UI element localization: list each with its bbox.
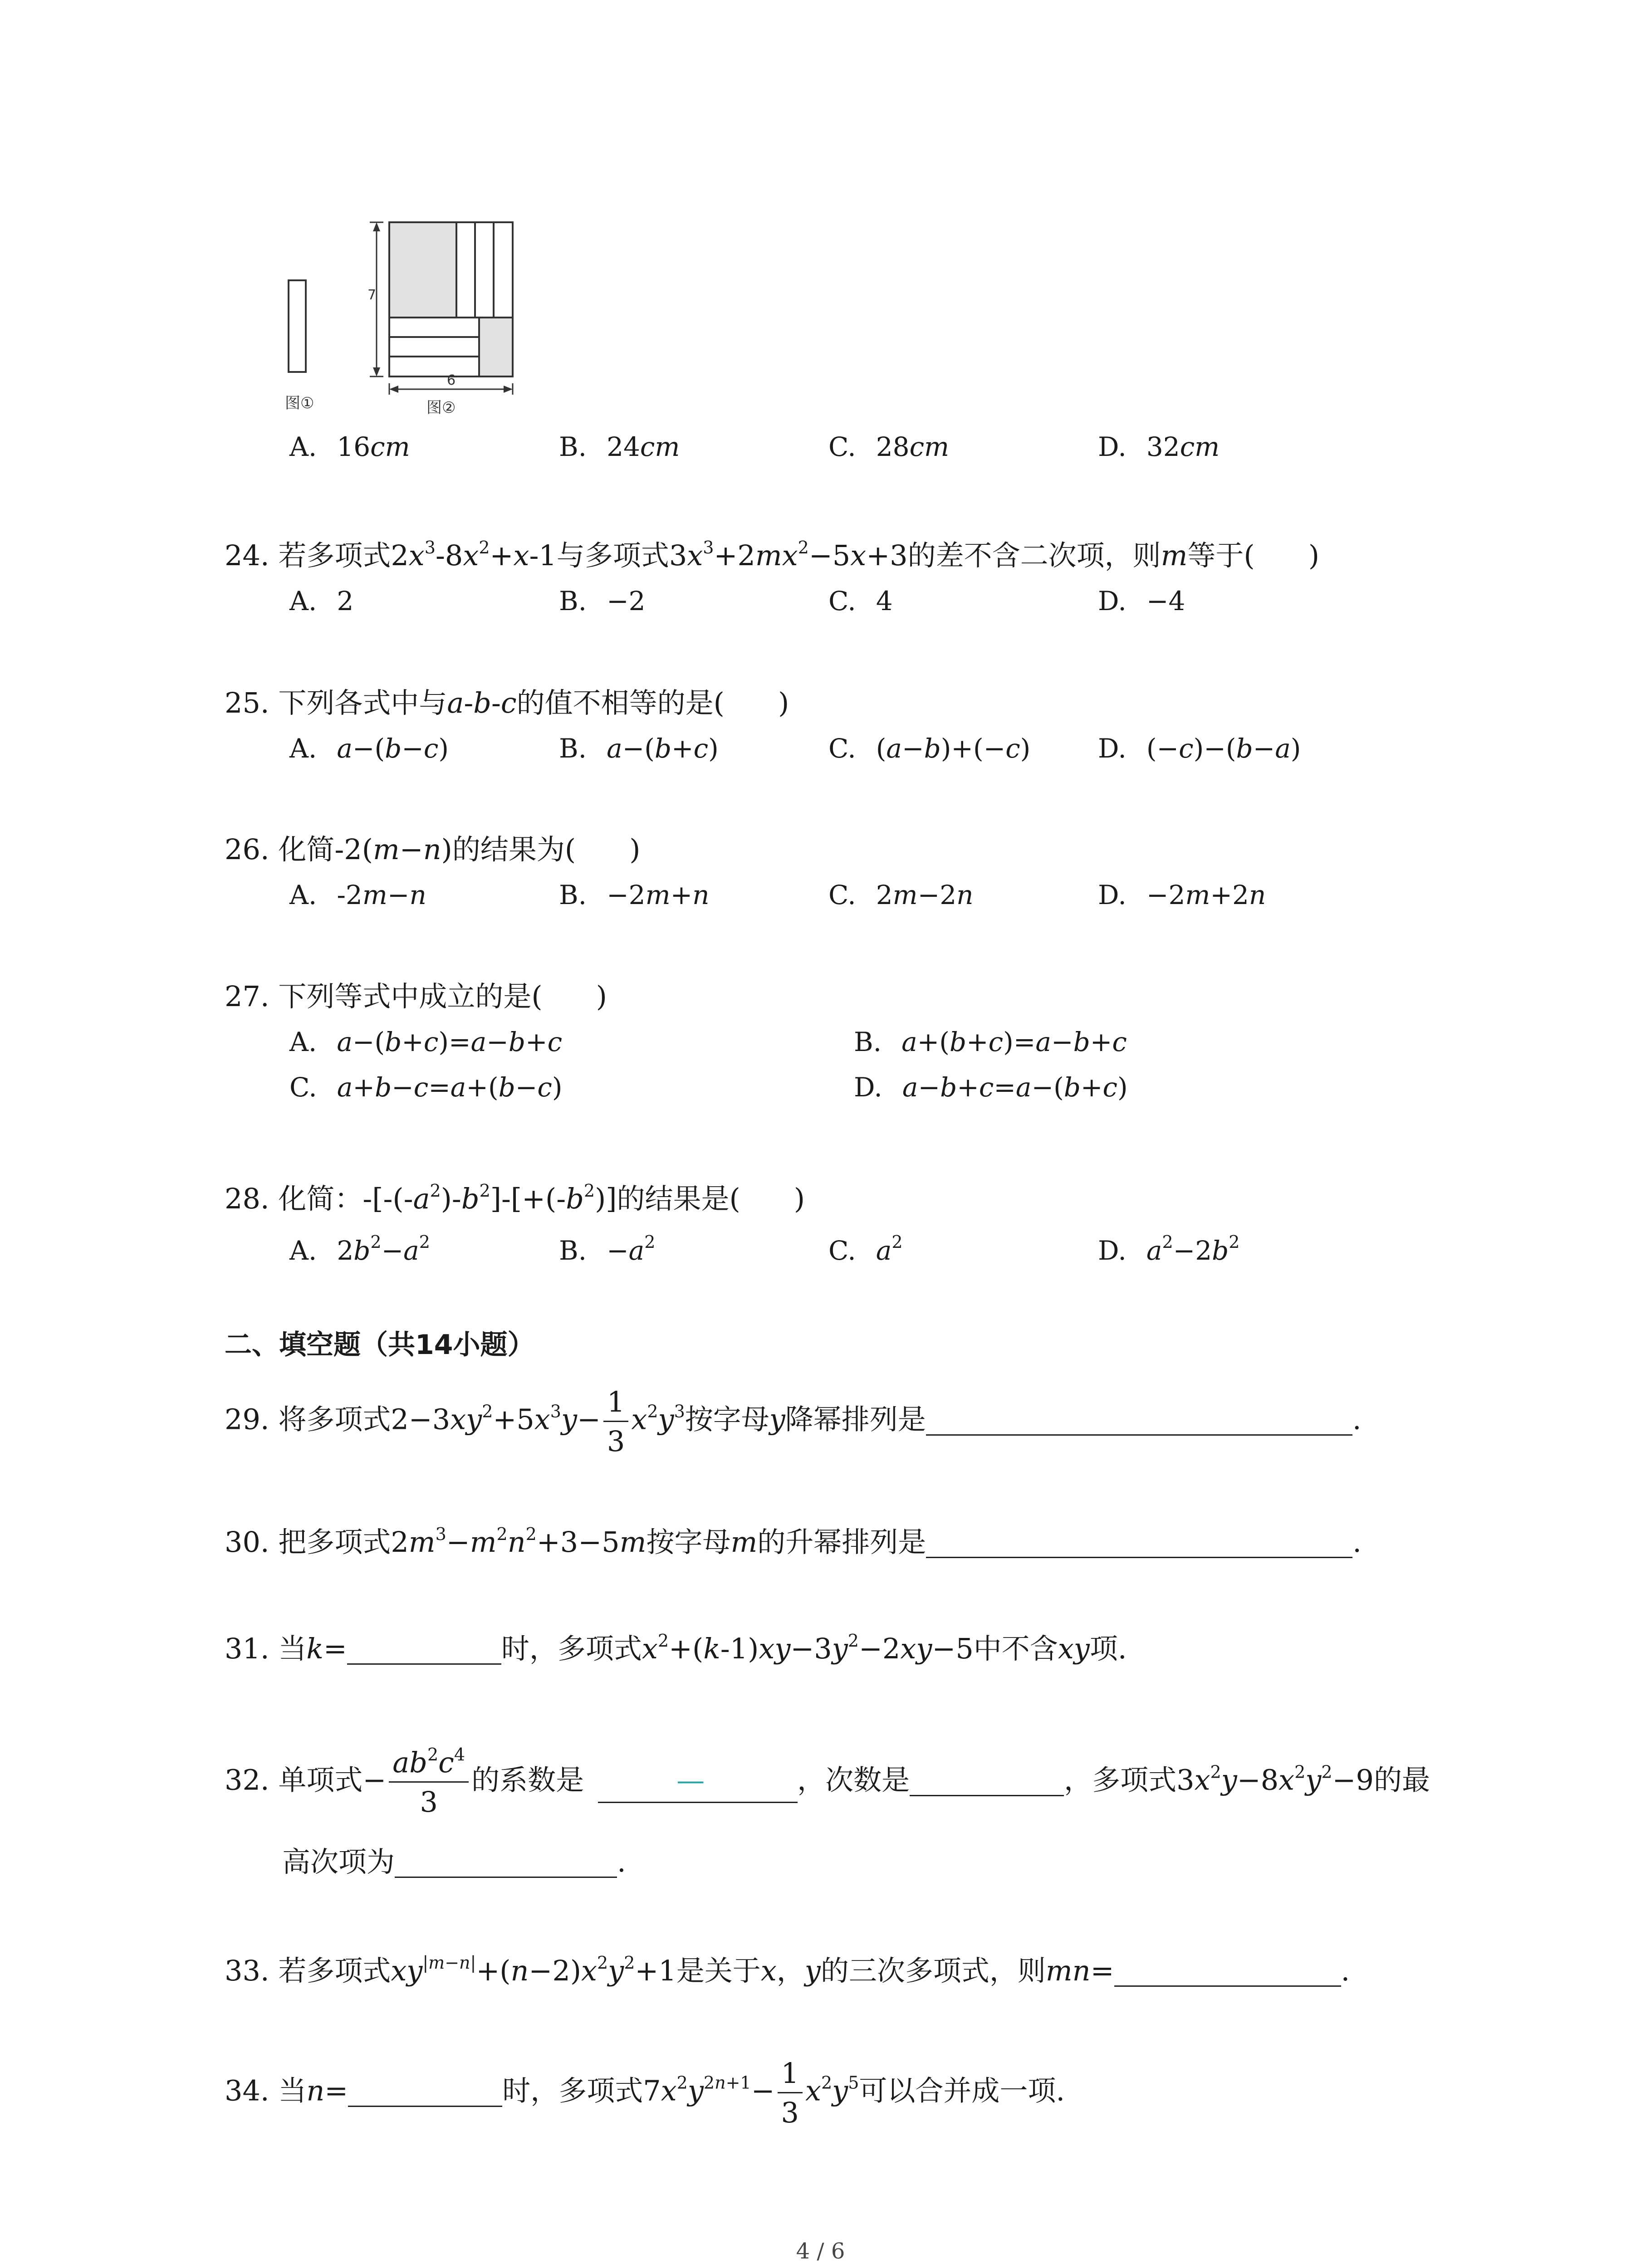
figure2 <box>367 222 513 417</box>
q32-coefficient-placeholder: — <box>676 1763 705 1797</box>
q25-option-c[interactable]: C. (a−b)+(−c) <box>828 733 1031 764</box>
q32-degree-blank[interactable] <box>910 1768 1064 1796</box>
q23-option-b[interactable]: B. 24cm <box>559 431 680 462</box>
question-29: 29. 将多项式$2-3xy^2+5x^3y-$ $\frac{1}{3}$ $x^2y^3$按字母y降幂排列是 . <box>225 1385 1362 1458</box>
question-32-line2: 高次项为 . <box>282 1845 626 1878</box>
q24-option-b[interactable]: B. −2 <box>559 586 646 616</box>
q33-answer-blank[interactable] <box>1114 1958 1341 1987</box>
q27-option-a[interactable]: A. a−(b+c)=a−b+c <box>289 1026 563 1057</box>
page-number: 4 / 6 <box>796 2239 845 2264</box>
q26-option-a[interactable]: A. -2m−n <box>289 880 426 910</box>
width-label: 6 <box>447 372 456 388</box>
q23-option-c[interactable]: C. 28cm <box>828 431 950 462</box>
question-33: 33. 若多项式$xy^{|m-n|}+(n-2)x^2y^2+1$是关于x，y的三次多项式，则mn= . <box>225 1953 1350 1987</box>
q31-answer-blank[interactable] <box>347 1636 501 1665</box>
q27-option-c[interactable]: C. a+b−c=a+(b−c) <box>289 1072 563 1103</box>
q27-option-d[interactable]: D. a−b+c=a−(b+c) <box>854 1072 1128 1103</box>
figure1-caption: 图① <box>285 394 314 412</box>
q25-option-a[interactable]: A. a−(b−c) <box>289 733 449 764</box>
q27-option-b[interactable]: B. a+(b+c)=a−b+c <box>854 1026 1127 1057</box>
rectangle-figure <box>272 213 526 422</box>
figure2-caption: 图② <box>426 399 456 417</box>
q25-option-d[interactable]: D. (−c)−(b−a) <box>1098 733 1301 764</box>
question-31: 31. 当k= 时，多项式$x^2+(k-1)xy-3y^2-2xy-5$中不含xy项. <box>225 1631 1127 1665</box>
question-27: 27. 下列等式中成立的是( ) <box>225 980 607 1013</box>
question-24: 24. 若多项式$2x^3-8x^2+x-1$与多项式$3x^3+2mx^2-5x+3$的差不含二次项，则m等于( ) <box>225 538 1320 572</box>
q24-option-a[interactable]: A. 2 <box>289 586 354 616</box>
q28-option-c[interactable]: C. $a^2$ <box>828 1232 903 1266</box>
question-34: 34. 当n= 时，多项式$7x^2y^{2n+1}-$ $\frac{1}{3}$ $x^2y^5$可以合并成一项. <box>225 2057 1065 2129</box>
q26-option-c[interactable]: C. 2m−2n <box>828 880 974 910</box>
q26-option-d[interactable]: D. −2m+2n <box>1098 880 1266 910</box>
q25-option-b[interactable]: B. a−(b+c) <box>559 733 719 764</box>
q32-coefficient-blank[interactable] <box>598 1802 798 1803</box>
figure1-rectangle <box>289 280 306 372</box>
q32-highest-term-blank[interactable] <box>395 1849 617 1878</box>
q29-answer-blank[interactable] <box>926 1407 1352 1436</box>
q26-option-b[interactable]: B. −2m+n <box>559 880 710 910</box>
q23-option-d[interactable]: D. 32cm <box>1098 431 1220 462</box>
q30-answer-blank[interactable] <box>926 1530 1352 1558</box>
q24-option-c[interactable]: C. 4 <box>828 586 893 616</box>
section-title: 二、填空题（共14小题） <box>225 1329 535 1361</box>
q28-option-a[interactable]: A. $2b^2-a^2$ <box>289 1232 430 1266</box>
q24-option-d[interactable]: D. −4 <box>1098 586 1185 616</box>
question-30: 30. 把多项式$2m^3-m^2n^2+3-5m$按字母m的升幂排列是 . <box>225 1524 1362 1559</box>
question-26: 26. 化简-2(m−n)的结果为( ) <box>225 833 641 866</box>
q28-option-d[interactable]: D. $a^2-2b^2$ <box>1098 1232 1240 1266</box>
question-32: 32. 单项式− $\frac{ab^2c^4}{3}$ 的系数是 — ，次数是 ，多项式$3x^2y-8x^2y^2-9$的最 <box>225 1745 1430 1818</box>
question-28: 28. 化简：$-[-(-a^2)-b^2]-[+(-b^2)]$的结果是( ) <box>225 1181 805 1215</box>
height-label: 7 <box>367 287 377 303</box>
q23-option-a[interactable]: A. 16cm <box>289 431 410 462</box>
question-25: 25. 下列各式中与a-b-c的值不相等的是( ) <box>225 686 789 719</box>
q28-option-b[interactable]: B. $-a^2$ <box>559 1232 656 1266</box>
q34-answer-blank[interactable] <box>348 2078 502 2107</box>
